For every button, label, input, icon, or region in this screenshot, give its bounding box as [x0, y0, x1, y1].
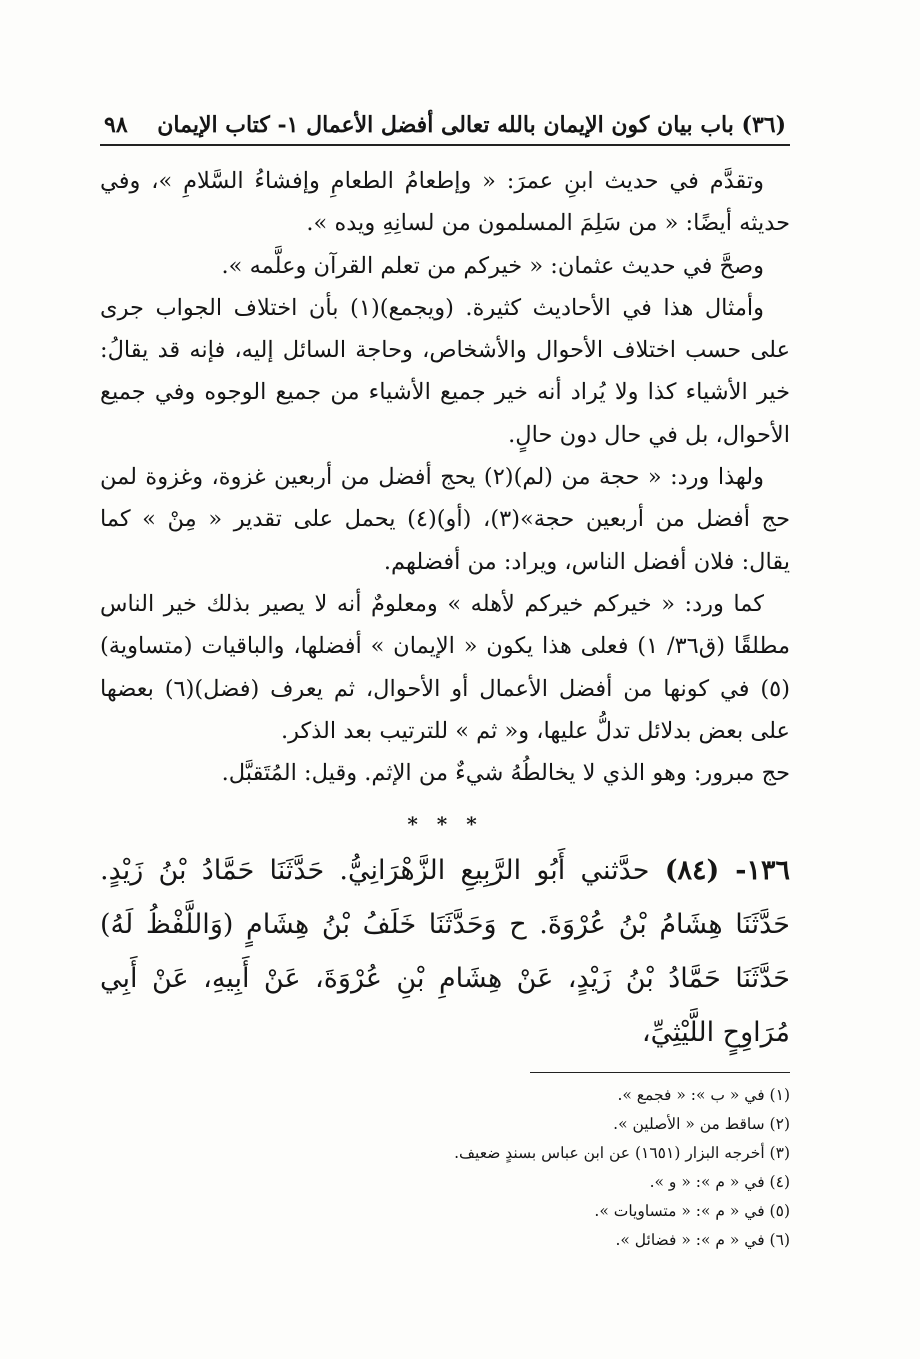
chapter-title: (٣٦) باب بيان كون الإيمان بالله تعالى أفضل الأعمال ١- كتاب الإيمان: [157, 112, 786, 138]
footnote: (٢) ساقط من « الأصلين ».: [613, 1115, 790, 1134]
footnote-rule: [530, 1072, 790, 1073]
paragraph: حج مبرور: وهو الذي لا يخالطُهُ شيءٌ من الإثم. وقيل: المُتَقبَّل.: [221, 760, 790, 787]
running-header: [100, 112, 790, 144]
footnote: (٥) في « م »: « متساويات ».: [594, 1202, 790, 1221]
hadith-number: ١٣٦- (٨٤): [664, 855, 790, 887]
footnote: (٣) أخرجه البزار (١٦٥١) عن ابن عباس بسندٍ ضعيف.: [454, 1144, 790, 1163]
section-separator: * * *: [407, 812, 483, 837]
footnote: (٤) في « م »: « و ».: [649, 1173, 790, 1192]
paragraph: وتقدَّم في حديث ابنِ عمرَ: « وإطعامُ الطعامِ وإفشاءُ السَّلامِ »، وفي حديثه أيضًا: « من سَلِمَ المسلمون من لسانِهِ ويده ».: [100, 168, 790, 237]
footnote: (١) في « ب »: « فجمع ».: [617, 1086, 790, 1105]
commentary-text: [100, 160, 790, 794]
hadith-chain: حدَّثني أَبُو الرَّبِيعِ الزَّهْرَانِيُّ. حَدَّثَنَا حَمَّادُ بْنُ زَيْدٍ. حَدَّثَنَا هِشَامُ بْنُ عُرْوَةَ. ح وَحَدَّثَنَا خَلَفُ بْنُ هِشَامٍ (وَاللَّفْظُ لَهُ) حَدَّثَنَا حَمَّادُ بْنُ زَيْدٍ، عَنْ هِشَامِ بْنِ عُرْوَةَ، عَنْ أَبِيهِ، عَنْ أَبِي مُرَاوِحٍ اللَّيْثِيِّ،: [100, 855, 790, 1049]
footnote: (٦) في « م »: « فضائل ».: [615, 1231, 790, 1250]
paragraph: كما ورد: « خيركم خيركم لأهله » ومعلومٌ أنه لا يصير بذلك خير الناس مطلقًا (ق٣٦/ ١) فعلى هذا يكون « الإيمان » أفضلها، والباقيات (متساوية)(٥) في كونها من أفضل الأعمال أو الأحوال، ثم يعرف (فضل)(٦) بعضها على بعض بدلائل تدلُّ عليها، و« ثم » للترتيب بعد الذكر.: [100, 590, 791, 744]
page-number: ٩٨: [104, 112, 128, 138]
paragraph: وصحَّ في حديث عثمان: « خيركم من تعلم القرآن وعلَّمه ».: [221, 252, 764, 279]
footnotes: [100, 1081, 790, 1255]
book-page: [100, 112, 790, 1255]
paragraph: وأمثال هذا في الأحاديث كثيرة. (ويجمع)(١) بأن اختلاف الجواب جرى على حسب اختلاف الأحوال والأشخاص، وحاجة السائل إليه، فإنه قد يقالُ: خير الأشياء كذا ولا يُراد أنه خير جميع الأشياء من جميع الوجوه وفي جميع الأحوال، بل في حال دون حالٍ.: [100, 294, 790, 448]
hadith-text: [100, 844, 790, 1060]
paragraph: ولهذا ورد: « حجة من (لم)(٢) يحج أفضل من أربعين غزوة، وغزوة لمن حج أفضل من أربعين حجة»(٣)، (أو)(٤) يحمل على تقدير « مِنْ » كما يقال: فلان أفضل الناس، ويراد: من أفضلهم.: [100, 464, 790, 575]
header-rule: [100, 144, 790, 146]
